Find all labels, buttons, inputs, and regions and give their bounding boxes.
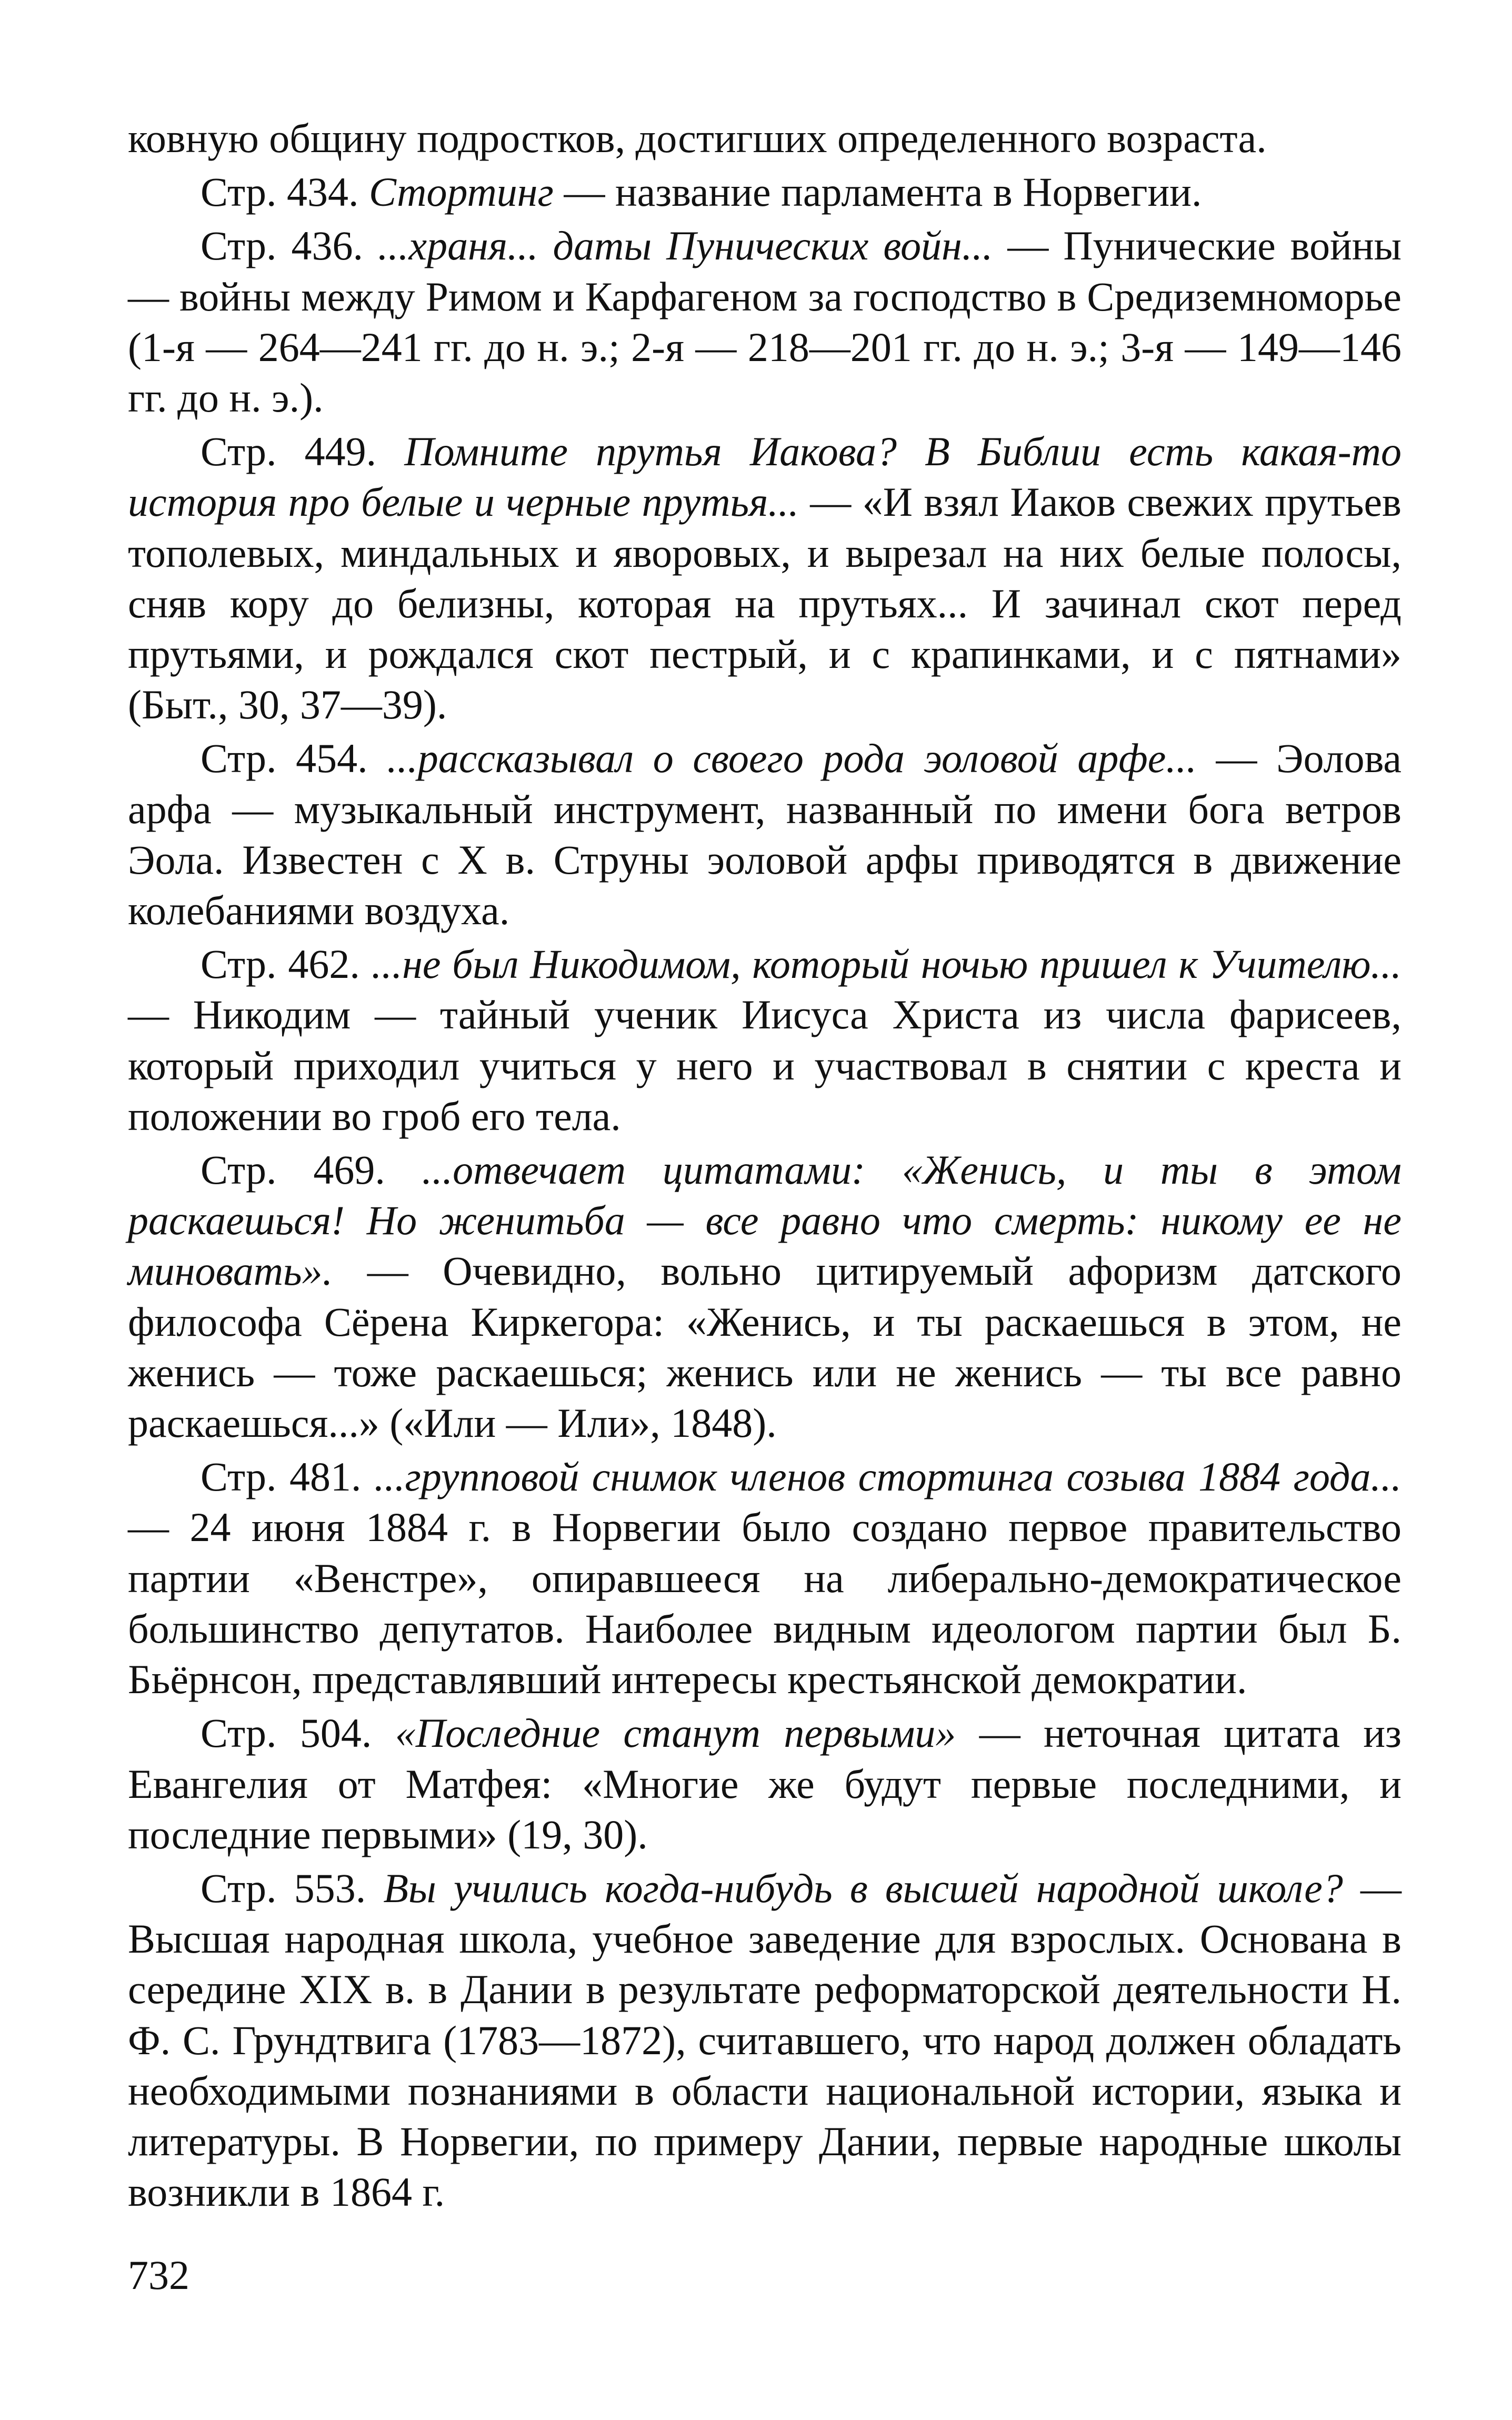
note-explanation: — Эолова арфа — музыкальный инструмент, названный по имени бога ветров Эола. Известен с X в. Струны эоловой арфы приводятся в движение колебаниями воздуха. (128, 735, 1401, 934)
note-462 (128, 939, 1401, 1142)
note-553 (128, 1863, 1401, 2217)
note-reference: Стр. 481. (201, 1454, 374, 1500)
note-explanation: — Очевидно, вольно цитируемый афоризм датского философа Сёрена Киркегора: «Женись, и ты раскаешься в этом, не женись — тоже раскаешься; женись или не женись — ты все равно раскаешься...» («Или — Или», 1848). (128, 1248, 1401, 1446)
note-explanation: — Высшая народная школа, учебное заведение для взрослых. Основана в середине XIX в. в Дании в результате реформаторской деятельности Н. Ф. С. Грундтвига (1783—1872), считавшего, что народ должен обладать необходимыми познаниями в области национальной истории, языка и литературы. В Норвегии, по примеру Дании, первые народные школы возникли в 1864 г. (128, 1865, 1401, 2215)
note-reference: Стр. 449. (201, 428, 405, 475)
note-explanation: — Никодим — тайный ученик Иисуса Христа из числа фарисеев, который приходил учиться у него и участвовал в снятии с креста и положении во гроб его тела. (128, 992, 1401, 1139)
note-quote: ...отвечает цитатами: «Женись, и ты в этом раскаешься! Но женитьба — все равно что смерть: никому ее не миновать». (128, 1147, 1401, 1294)
page-number: 732 (128, 2252, 189, 2298)
note-reference: Стр. 469. (201, 1147, 422, 1193)
paragraph-text: ковную общину подростков, достигших определенного возраста. (128, 115, 1267, 161)
note-reference: Стр. 462. (201, 941, 372, 987)
note-quote: Вы учились когда-нибудь в высшей народной школе? (383, 1865, 1343, 1911)
note-explanation: — 24 июня 1884 г. в Норвегии было создано первое правительство партии «Венстре», опиравшееся на либерально-демократическое большинство депутатов. Наиболее видным идеологом партии был Б. Бьёрнсон, представлявший интересы крестьянской демократии. (128, 1504, 1401, 1703)
note-explanation: — неточная цитата из Евангелия от Матфея: «Многие же будут первые последними, и последние первыми» (19, 30). (128, 1710, 1401, 1857)
note-454 (128, 733, 1401, 936)
note-quote: ...рассказывал о своего рода эоловой арфе... (387, 735, 1197, 782)
note-reference: Стр. 553. (201, 1865, 384, 1911)
note-504 (128, 1708, 1401, 1860)
note-481 (128, 1452, 1401, 1705)
note-469 (128, 1145, 1401, 1448)
note-reference: Стр. 436. (201, 223, 378, 269)
note-explanation: — Пунические войны — войны между Римом и Карфагеном за господство в Средиземноморье (1-я — 264—241 гг. до н. э.; 2-я — 218—201 гг. до н. э.; 3-я — 149—146 гг. до н. э.). (128, 223, 1401, 421)
note-explanation: — название парламента в Норвегии. (553, 169, 1202, 215)
note-quote: ...групповой снимок членов стортинга созыва 1884 года... (374, 1454, 1401, 1500)
note-reference: Стр. 504. (201, 1710, 395, 1756)
note-quote: Помните прутья Иакова? В Библии есть какая-то история про белые и черные прутья... (128, 428, 1401, 525)
note-quote: ...храня... даты Пунических войн... (378, 223, 993, 269)
note-reference: Стр. 434. (201, 169, 369, 215)
note-quote: Стортинг (369, 169, 554, 215)
note-quote: «Последние станут первыми» (395, 1710, 956, 1756)
note-436 (128, 221, 1401, 423)
note-434 (128, 167, 1401, 217)
paragraph-continuation (128, 113, 1401, 164)
note-reference: Стр. 454. (201, 735, 387, 782)
note-explanation: — «И взял Иаков свежих прутьев тополевых, миндальных и яворовых, и вырезал на них белые полосы, сняв кору до белизны, которая на прутьях... И зачинал скот перед прутьями, и рождался скот пестрый, и с крапинками, и с пятнами» (Быт., 30, 37—39). (128, 479, 1402, 728)
page-body (128, 113, 1401, 2217)
note-449 (128, 426, 1401, 730)
note-quote: ...не был Никодимом, который ночью пришел к Учителю... (371, 941, 1401, 987)
